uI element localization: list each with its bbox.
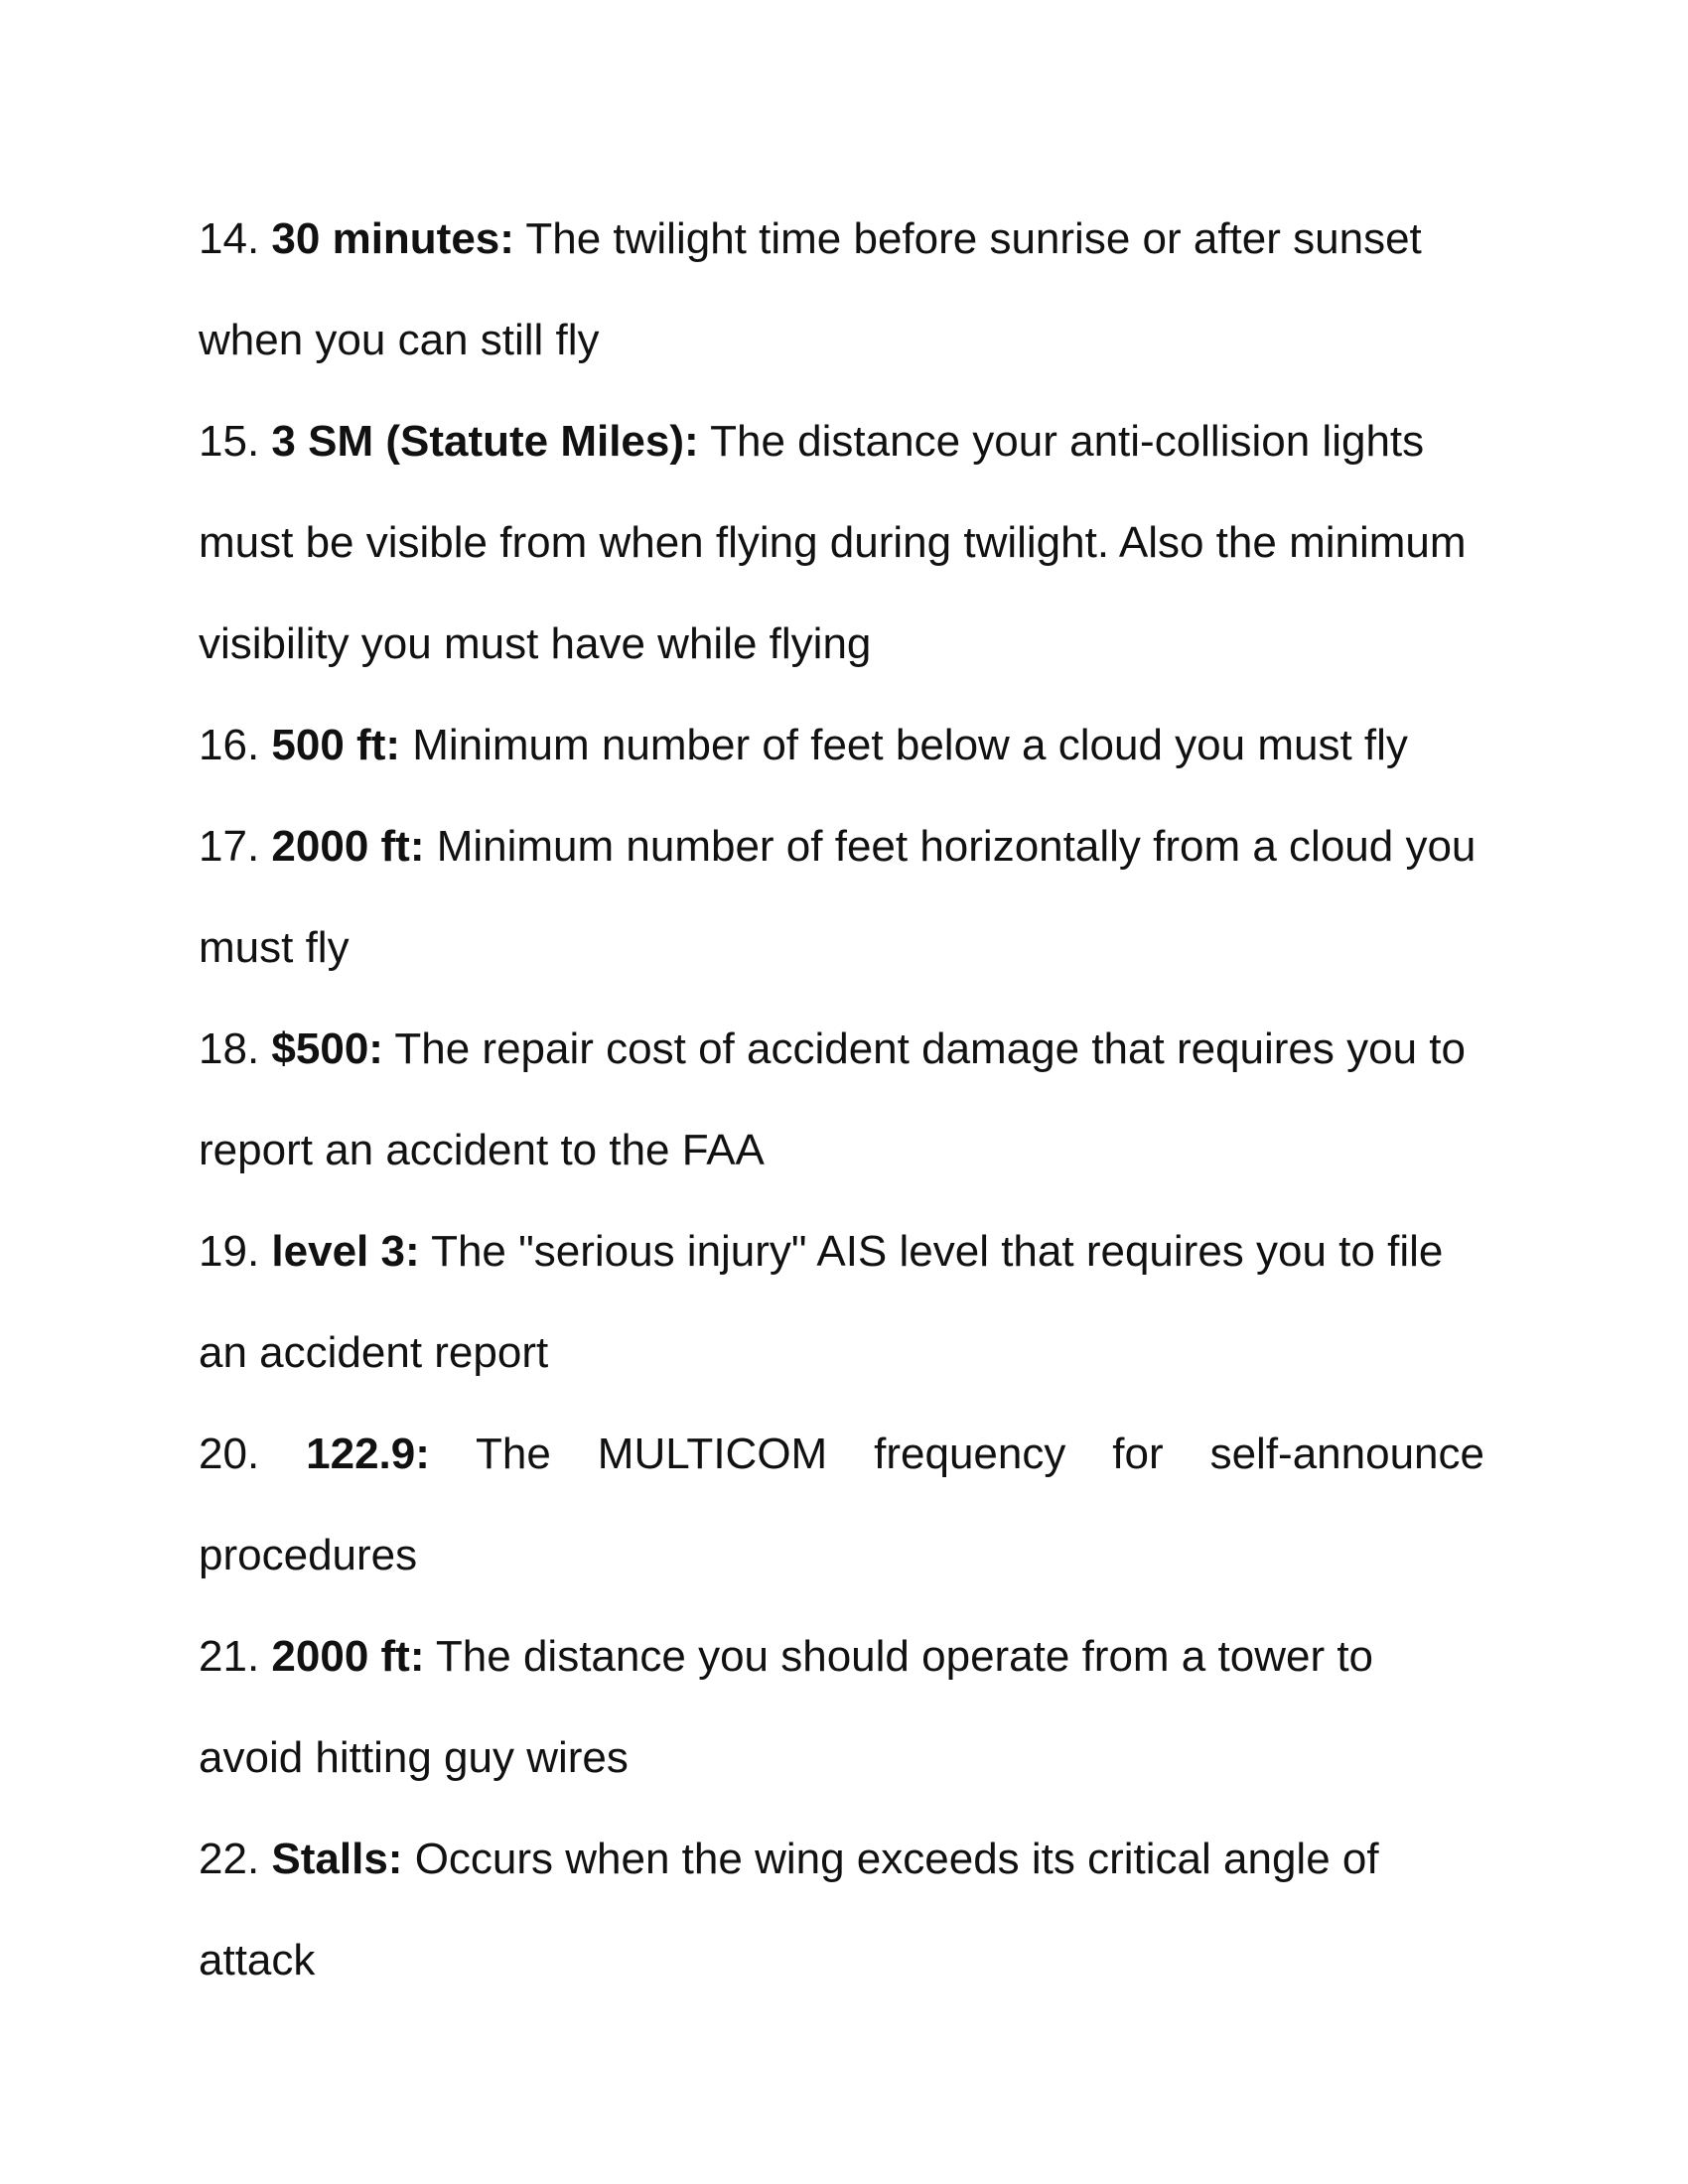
entry-number: 16. [199,721,260,769]
entry-definition: The MULTICOM frequency for self-announce procedures [199,1430,1485,1579]
entry-number: 17. [199,822,260,871]
entry-number: 21. [199,1632,260,1681]
definition-entry-19 [199,1201,1484,1404]
entry-definition: The "serious injury" AIS level that requires you to file an accident report [199,1227,1444,1377]
entry-term: 500 ft: [271,721,400,769]
entry-number: 20. [199,1430,260,1478]
entry-definition: The distance your anti-collision lights must be visible from when flying during twilight. Also the minimum visibility you must have while flying [199,417,1467,668]
entry-definition: Minimum number of feet below a cloud you must fly [412,721,1408,769]
entry-number: 15. [199,417,260,466]
entry-term: 30 minutes: [271,214,514,263]
definition-entry-20 [199,1404,1484,1606]
entry-number: 18. [199,1024,260,1073]
entry-definition: The repair cost of accident damage that requires you to report an accident to the FAA [199,1024,1466,1174]
definitions-list [199,189,1484,2011]
definition-entry-15 [199,391,1484,695]
entry-term: 3 SM (Statute Miles): [271,417,699,466]
definition-entry-17 [199,796,1484,999]
definition-entry-21 [199,1606,1484,1809]
definition-entry-18 [199,999,1484,1201]
entry-number: 22. [199,1835,260,1883]
entry-term: 2000 ft: [271,1632,425,1681]
definition-entry-16 [199,695,1484,796]
entry-number: 14. [199,214,260,263]
entry-definition: Minimum number of feet horizontally from a cloud you must fly [199,822,1477,972]
definition-entry-14 [199,189,1484,391]
entry-term: $500: [271,1024,383,1073]
entry-definition: The distance you should operate from a tower to avoid hitting guy wires [199,1632,1374,1782]
definition-entry-22 [199,1809,1484,2011]
entry-term: 2000 ft: [271,822,425,871]
entry-definition: The twilight time before sunrise or after sunset when you can still fly [199,214,1422,364]
entry-term: 122.9: [306,1430,430,1478]
entry-number: 19. [199,1227,260,1276]
entry-term: Stalls: [271,1835,403,1883]
entry-term: level 3: [271,1227,420,1276]
entry-definition: Occurs when the wing exceeds its critical angle of attack [199,1835,1379,1984]
